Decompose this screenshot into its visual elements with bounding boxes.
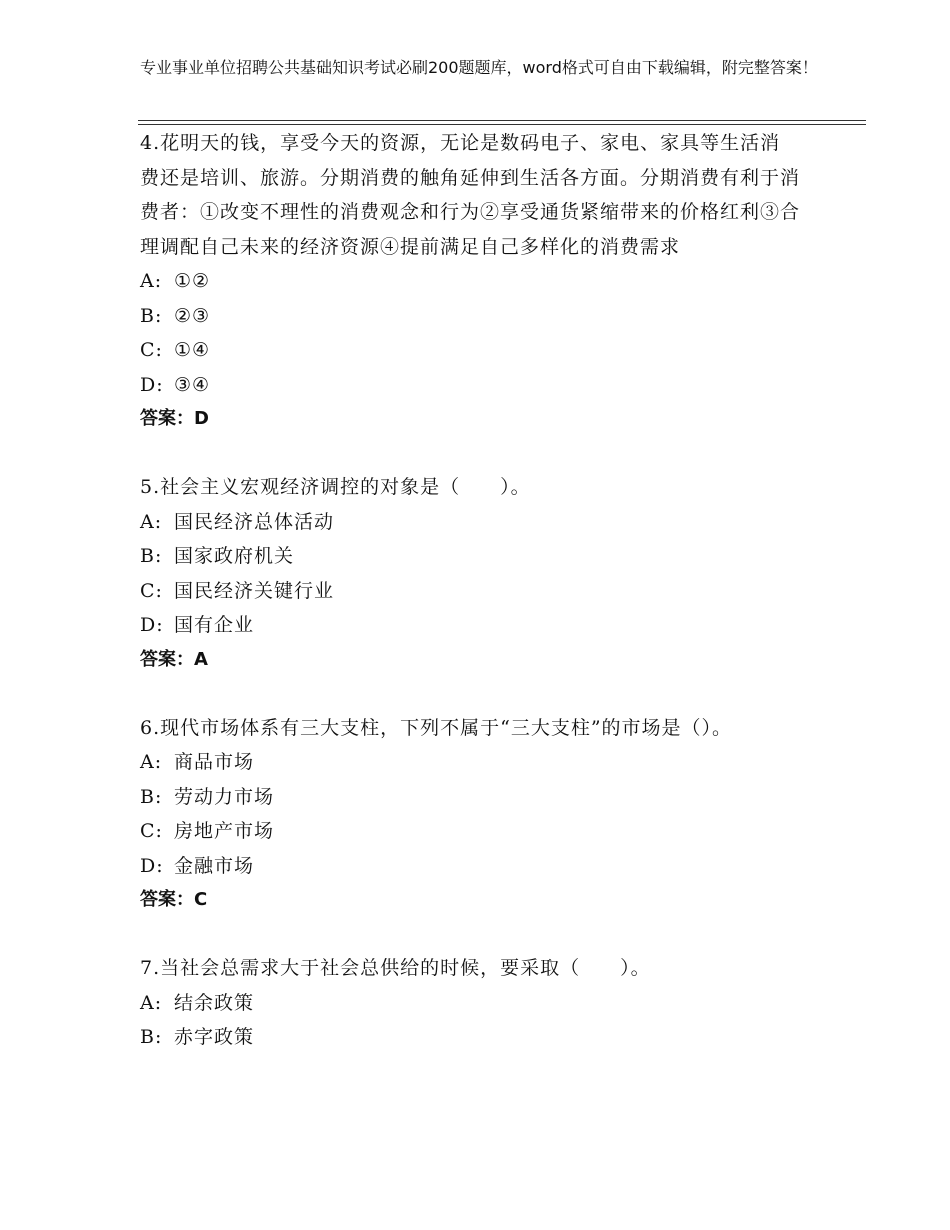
option-d [140,849,800,884]
option-d [140,608,800,643]
option-text: ①④ [174,339,211,361]
option-text: ②③ [174,304,211,327]
option-b [140,780,800,815]
document-header: 专业事业单位招聘公共基础知识考试必刷200题题库，word格式可自由下载编辑，附完整答案！ [140,58,818,77]
option-b [140,1020,800,1055]
option-b [140,539,800,574]
option-b [140,299,800,334]
option-letter: A: [140,270,163,292]
option-text: 国家政府机关 [174,545,295,567]
option-c [140,814,800,849]
question-6 [140,711,800,918]
option-text: 赤字政策 [174,1026,255,1048]
option-letter: B: [140,304,163,327]
option-letter: B: [140,545,163,567]
option-text: 金融市场 [174,854,255,877]
answer-key: 答案：D [140,408,209,429]
option-letter: C: [140,339,163,361]
question-5 [140,470,800,677]
option-text: 国民经济总体活动 [174,510,335,533]
option-text: 国民经济关键行业 [174,579,335,602]
option-text: 劳动力市场 [174,785,275,808]
option-letter: A: [140,510,163,533]
option-a [140,745,800,780]
option-c [140,333,800,368]
option-text: 国有企业 [174,614,255,636]
option-letter: B: [140,785,163,808]
question-text: 7.当社会总需求大于社会总供给的时候，要采取（ ）。 [140,957,651,979]
header-divider [138,120,866,125]
option-text: 结余政策 [174,991,255,1014]
option-a [140,264,800,299]
option-letter: D: [140,854,164,877]
question-text: 6.现代市场体系有三大支柱，下列不属于“三大支柱”的市场是（）。 [140,716,733,739]
question-text: 5.社会主义宏观经济调控的对象是（ ）。 [140,476,531,498]
option-letter: A: [140,991,163,1014]
option-letter: A: [140,751,163,773]
question-text: 4.花明天的钱，享受今天的资源，无论是数码电子、家电、家具等生活消费还是培训、旅游。分期消费的触角延伸到生活各方面。分期消费有利于消费者：①改变不理性的消费观念和行为②享受通货紧缩带来的价格红利③合理调配自己未来的经济资源④提前满足自己多样化的消费需求 [140,132,801,258]
option-d [140,368,800,403]
option-text: ③④ [174,373,211,396]
option-letter: C: [140,579,163,602]
option-text: 房地产市场 [174,820,275,842]
option-a [140,986,800,1021]
option-c [140,574,800,609]
option-letter: B: [140,1026,163,1048]
answer-key: 答案：A [140,648,208,670]
question-list [140,126,800,1089]
option-text: ①② [174,270,211,292]
option-a [140,505,800,540]
question-4 [140,126,800,436]
answer-key: 答案：C [140,889,208,910]
option-letter: D: [140,373,164,396]
option-text: 商品市场 [174,751,255,773]
question-7 [140,951,800,1055]
option-letter: D: [140,614,164,636]
option-letter: C: [140,820,163,842]
